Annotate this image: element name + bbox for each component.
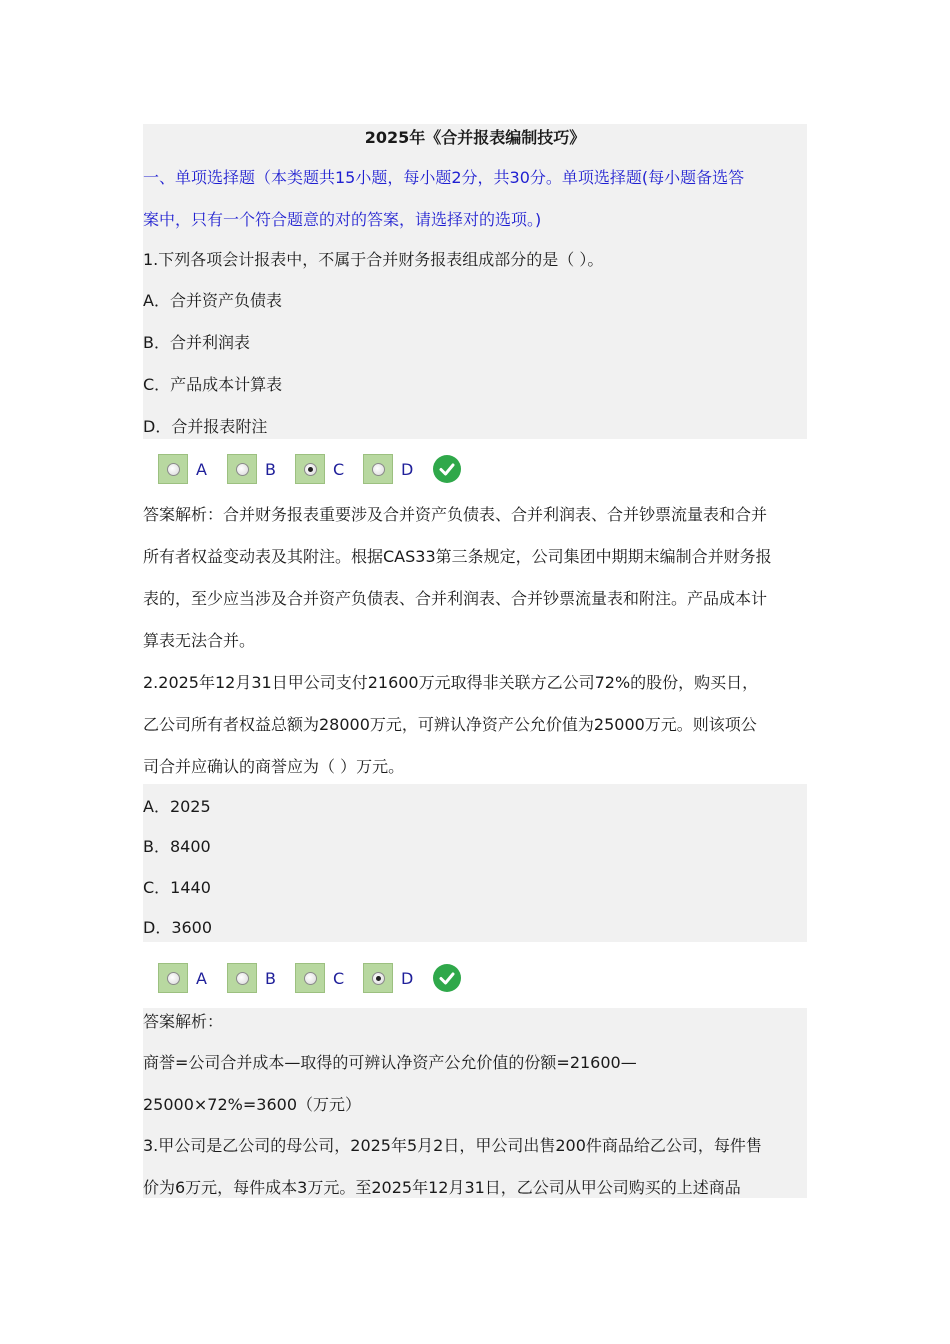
section-header-line-1: 一、单项选择题（本类题共15小题，每小题2分，共30分。单项选择题(每小题备选答 [143,168,745,187]
radio-b-icon[interactable] [236,972,249,985]
question-2-option-b: B．8400 [143,837,211,856]
question-1-stem: 1.下列各项会计报表中，不属于合并财务报表组成部分的是（ ）。 [143,250,604,269]
radio-a-icon[interactable] [167,463,180,476]
radio-box [363,963,393,993]
question-2-choice-c[interactable] [295,963,344,993]
question-1-block [143,124,807,439]
document-page [143,124,807,1198]
choice-label: D [401,968,414,988]
question-3-stem-line-2: 价为6万元，每件成本3万元。至2025年12月31日，乙公司从甲公司购买的上述商品 [143,1178,741,1197]
question-1-explanation-line-4: 算表无法合并。 [143,631,256,650]
document-title: 2025年《合并报表编制技巧》 [364,128,586,147]
radio-box [227,963,257,993]
radio-box [363,454,393,484]
question-1-choice-c[interactable] [295,454,344,484]
radio-c-checked-icon[interactable] [304,463,317,476]
question-2-stem-line-2: 乙公司所有者权益总额为28000万元，可辨认净资产公允价值为25000万元。则该项公 [143,715,757,734]
radio-d-icon[interactable] [372,463,385,476]
question-2-explanation-line-2: 商誉=公司合并成本—取得的可辨认净资产公允价值的份额=21600— [143,1053,637,1072]
question-1-option-b: B．合并利润表 [143,333,250,352]
choice-label: D [401,459,414,479]
question-2-explanation-line-3: 25000×72%=3600（万元） [143,1095,361,1114]
question-2-options-block [143,784,807,942]
question-1-option-c: C．产品成本计算表 [143,375,283,394]
question-1-option-d: D．合并报表附注 [143,417,268,436]
radio-box [295,454,325,484]
radio-b-icon[interactable] [236,463,249,476]
question-1-choice-d[interactable] [363,454,413,484]
question-2-answer-row [143,942,807,1008]
question-2-option-d: D．3600 [143,918,213,937]
radio-box [227,454,257,484]
question-1-choice-a[interactable] [158,454,207,484]
question-1-answer-row [143,439,807,499]
question-1-choice-b[interactable] [227,454,276,484]
correct-check-icon [433,964,461,992]
radio-box [158,963,188,993]
choice-label: A [196,968,207,988]
question-2-stem-line-3: 司合并应确认的商誉应为（ ）万元。 [143,757,405,776]
question-2-explanation-and-question-3 [143,1008,807,1198]
choice-label: B [265,459,276,479]
question-1-option-a: A．合并资产负债表 [143,291,282,310]
question-2-stem-line-1: 2.2025年12月31日甲公司支付21600万元取得非关联方乙公司72%的股份，购买日， [143,673,759,692]
question-2-option-a: A．2025 [143,797,211,816]
question-2-choice-a[interactable] [158,963,207,993]
question-1-explanation-line-2: 所有者权益变动表及其附注。根据CAS33第三条规定，公司集团中期期末编制合并财务报 [143,547,772,566]
choice-label: C [333,459,345,479]
question-2-choice-d[interactable] [363,963,413,993]
question-2-explanation-line-1: 答案解析： [143,1012,224,1031]
question-3-stem-line-1: 3.甲公司是乙公司的母公司，2025年5月2日，甲公司出售200件商品给乙公司，每件售 [143,1136,762,1155]
question-1-explanation-and-question-2 [143,499,807,942]
choice-label: A [196,459,207,479]
radio-box [158,454,188,484]
section-header-line-2: 案中，只有一个符合题意的对的答案，请选择对的选项。) [143,210,542,229]
radio-a-icon[interactable] [167,972,180,985]
radio-box [295,963,325,993]
radio-c-icon[interactable] [304,972,317,985]
choice-label: B [265,968,276,988]
choice-label: C [333,968,345,988]
question-2-choice-b[interactable] [227,963,276,993]
radio-d-checked-icon[interactable] [372,972,385,985]
question-1-explanation-line-3: 表的，至少应当涉及合并资产负债表、合并利润表、合并钞票流量表和附注。产品成本计 [143,589,768,608]
correct-check-icon [433,455,461,483]
question-2-option-c: C．1440 [143,878,211,897]
question-1-explanation-line-1: 答案解析：合并财务报表重要涉及合并资产负债表、合并利润表、合并钞票流量表和合并 [143,505,768,524]
